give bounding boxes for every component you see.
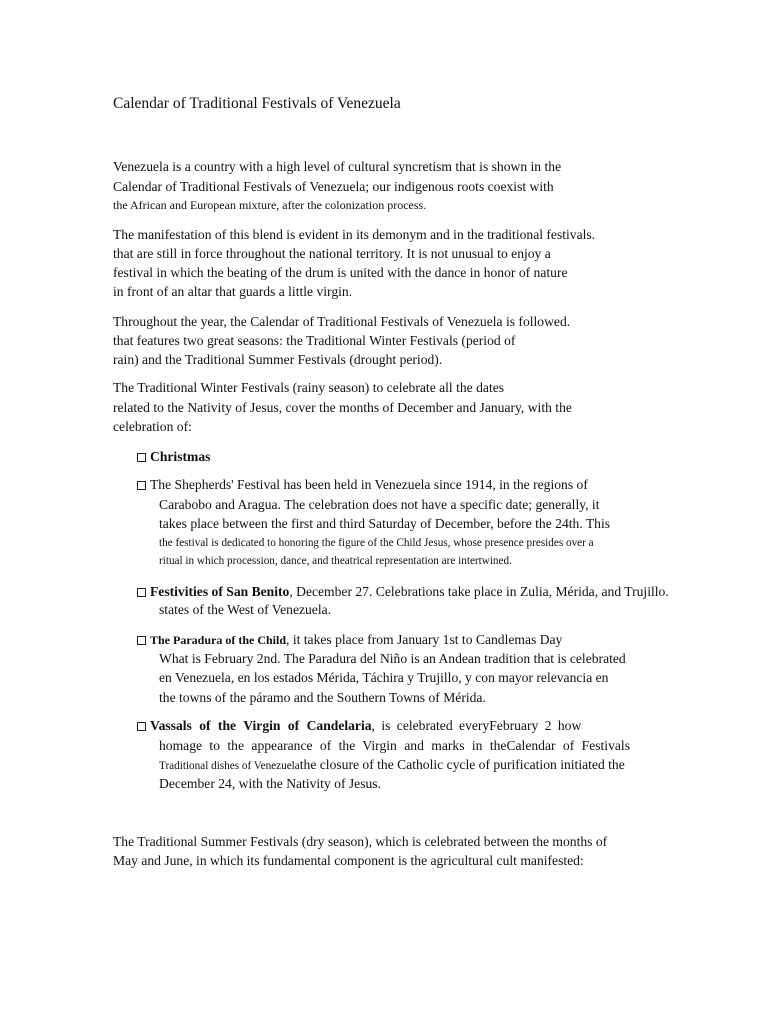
year-line-3: rain) and the Traditional Summer Festivals (drought period). [113,352,443,367]
vassals-line-4: December 24, with the Nativity of Jesus. [159,776,381,791]
paradura-title: The Paradura of the Child [150,633,287,647]
vassals-line-2: homage to the appearance of the Virgin and marks in theCalendar of Festivals [159,738,630,753]
christmas-label: Christmas [150,449,211,464]
checkbox-bullet-icon [137,481,146,490]
winter-line-3: celebration of: [113,419,192,434]
manifest-line-4: in front of an altar that guards a little virgin. [113,284,353,299]
list-item-vassals [137,718,581,734]
san-benito-text: , December 27. Celebrations take place in Zulia, Mérida, and Trujillo. [289,584,669,599]
list-item-shepherds [137,477,588,493]
checkbox-bullet-icon [137,722,146,731]
vassals-line-3 [159,757,625,774]
list-item-christmas [137,449,210,465]
vassals-line-3b: the closure of the Catholic cycle of purification initiated the [299,757,625,772]
year-line-1: Throughout the year, the Calendar of Traditional Festivals of Venezuela is followed. [113,314,571,329]
san-benito-line-2: states of the West of Venezuela. [159,602,332,617]
san-benito-title: Festivities of San Benito [150,584,290,599]
checkbox-bullet-icon [137,453,146,462]
shepherds-line-5: ritual in which procession, dance, and theatrical representation are intertwined. [159,555,512,567]
shepherds-line-1: The Shepherds' Festival has been held in Venezuela since 1914, in the regions of [150,477,588,492]
year-line-2: that features two great seasons: the Traditional Winter Festivals (period of [113,333,516,348]
paradura-text: , it takes place from January 1st to Candlemas Day [286,632,563,647]
document-title: Calendar of Traditional Festivals of Venezuela [113,95,401,112]
list-item-san-benito [137,584,669,600]
vassals-text: , is celebrated everyFebruary 2 how [371,718,582,733]
intro-line-3: the African and European mixture, after the colonization process. [113,198,427,212]
manifest-line-1: The manifestation of this blend is evident in its demonym and in the traditional festivals. [113,227,596,242]
shepherds-line-2: Carabobo and Aragua. The celebration does not have a specific date; generally, it [159,497,600,512]
shepherds-line-4: the festival is dedicated to honoring the figure of the Child Jesus, whose presence presides over a [159,537,594,549]
checkbox-bullet-icon [137,636,146,645]
intro-line-2: Calendar of Traditional Festivals of Venezuela; our indigenous roots coexist with [113,179,554,194]
shepherds-line-3: takes place between the first and third Saturday of December, before the 24th. This [159,516,611,531]
checkbox-bullet-icon [137,588,146,597]
summer-line-1: The Traditional Summer Festivals (dry season), which is celebrated between the months of [113,834,608,849]
vassals-title: Vassals of the Virgin of Candelaria [150,718,372,733]
list-item-paradura [137,632,562,648]
intro-line-1: Venezuela is a country with a high level of cultural syncretism that is shown in the [113,159,562,174]
winter-line-1: The Traditional Winter Festivals (rainy season) to celebrate all the dates [113,380,505,395]
vassals-line-3a: Traditional dishes of Venezuela [159,760,300,772]
summer-line-2: May and June, in which its fundamental component is the agricultural cult manifested: [113,853,584,868]
manifest-line-2: that are still in force throughout the national territory. It is not unusual to enjoy a [113,246,551,261]
winter-line-2: related to the Nativity of Jesus, cover the months of December and January, with the [113,400,572,415]
paradura-line-3: en Venezuela, en los estados Mérida, Táchira y Trujillo, y con mayor relevancia en [159,670,609,685]
paradura-line-4: the towns of the páramo and the Southern Towns of Mérida. [159,690,486,705]
manifest-line-3: festival in which the beating of the drum is united with the dance in honor of nature [113,265,568,280]
paradura-line-2: What is February 2nd. The Paradura del Niño is an Andean tradition that is celebrated [159,651,626,666]
